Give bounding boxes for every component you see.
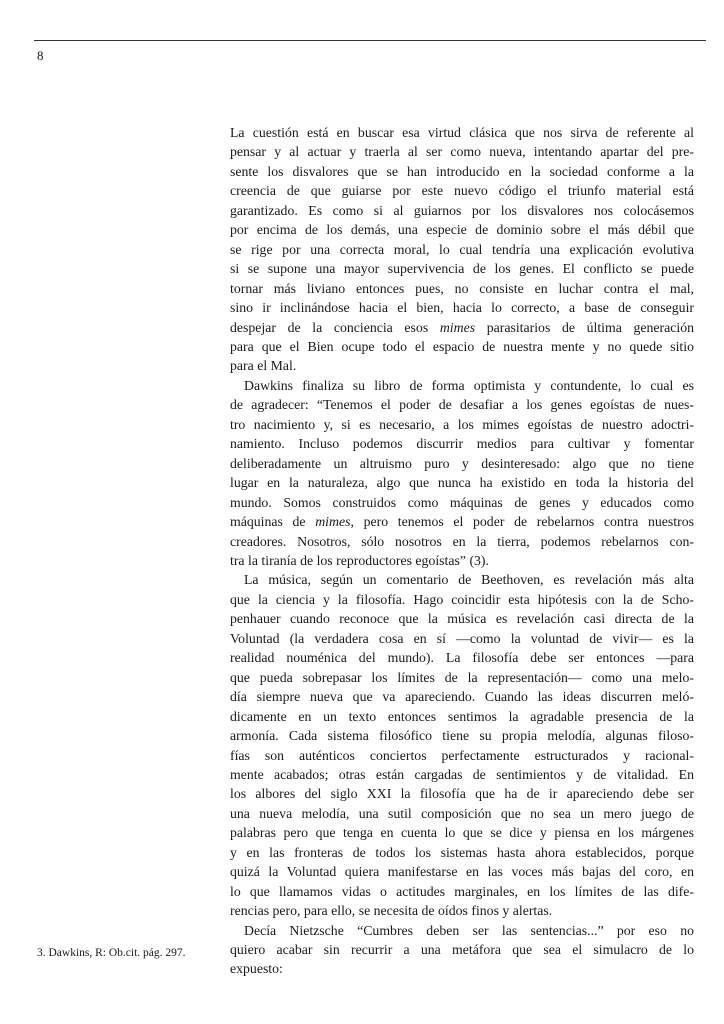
paragraph-4 bbox=[230, 921, 694, 979]
text-line: pensar y al actuar y traerla al ser como nueva, intentando apartar del pre- bbox=[230, 144, 694, 160]
text-line: Decía Nietzsche “Cumbres deben ser las sentencias...” por eso no bbox=[244, 922, 694, 938]
text-line: que pueda sobrepasar los límites de la representación— como una melo- bbox=[230, 669, 694, 685]
text-line: Voluntad (la verdadera cosa en sí —como la voluntad de vivir— es la bbox=[230, 630, 694, 646]
text-line: penhauer cuando reconoce que la música es revelación casi directa de la bbox=[230, 611, 694, 627]
text-line: creencia de que guiarse por este nuevo código el triunfo material está bbox=[230, 183, 694, 199]
text-line: tro nacimiento y, si es necesario, a los mimes egoístas de nuestro adoctri- bbox=[230, 416, 694, 432]
text-line: día siempre nueva que va apareciendo. Cuando las ideas discurren meló- bbox=[230, 689, 694, 705]
text-line: mundo. Somos construidos como máquinas de genes y educados como bbox=[230, 494, 694, 510]
text-line: una nueva melodía, una sutil composición que no sea un mero juego de bbox=[230, 805, 694, 821]
italic-term: mimes bbox=[439, 319, 476, 335]
text-line: Dawkins finaliza su libro de forma optimista y contundente, lo cual es bbox=[244, 377, 694, 393]
text-line: para el Mal. bbox=[230, 358, 297, 374]
text-line: dicamente en un texto entonces sentimos la agradable presencia de la bbox=[230, 708, 694, 724]
text-line: realidad nouménica del mundo). La filosofía debe ser entonces —para bbox=[230, 650, 694, 666]
text-line: garantizado. Es como si al guiarnos por los disvalores nos colocásemos bbox=[230, 202, 694, 218]
page-number: 8 bbox=[37, 48, 44, 63]
text-line: expuesto: bbox=[230, 961, 283, 977]
text-line: por encima de los demás, una especie de dominio sobre el más débil que bbox=[230, 222, 694, 238]
text-line: armonía. Cada sistema filosófico tiene su propia melodía, algunas filoso- bbox=[230, 728, 694, 744]
text-line: fías son auténticos conciertos perfectamente estructurados y racional- bbox=[230, 747, 694, 763]
text-line: quizá la Voluntad quiera manifestarse en las voces más bajas del coro, en bbox=[230, 864, 694, 880]
text-line: mente acabados; otras están cargadas de sentimientos y de vitalidad. En bbox=[230, 766, 694, 782]
text-line: namiento. Incluso podemos discurrir medios para cultivar y fomentar bbox=[230, 436, 694, 452]
header-rule bbox=[34, 40, 706, 41]
text-line: La música, según un comentario de Beethoven, es revelación más alta bbox=[244, 572, 694, 588]
text-line: despejar de la conciencia esos mimes parasitarios de última generación bbox=[230, 319, 694, 335]
text-line: palabras pero que tenga en cuenta lo que se dice y piensa en los márgenes bbox=[230, 825, 694, 841]
text-line: se rige por una correcta moral, lo cual tendría una explicación evolutiva bbox=[230, 241, 694, 257]
text-line: tra la tiranía de los reproductores egoístas” (3). bbox=[230, 552, 489, 568]
text-line: sino ir inclinándose hacia el bien, hacia lo correcto, a base de conseguir bbox=[230, 300, 694, 316]
text-line: tornar más liviano entonces pues, no consiste en luchar contra el mal, bbox=[230, 280, 694, 296]
italic-term: mimes bbox=[315, 514, 351, 530]
footnote: 3. Dawkins, R: Ob.cit. pág. 297. bbox=[37, 947, 186, 959]
text-line: deliberadamente un altruismo puro y desinteresado: algo que no tiene bbox=[230, 455, 694, 471]
text-line: y en las fronteras de todos los sistemas hasta ahora establecidos, porque bbox=[230, 844, 694, 860]
text-line: máquinas de mimes, pero tenemos el poder de rebelarnos contra nuestros bbox=[230, 514, 694, 530]
text-line: rencias pero, para ello, se necesita de oídos finos y alertas. bbox=[230, 903, 553, 919]
paragraph-1 bbox=[230, 123, 694, 376]
text-line: si se supone una mayor supervivencia de los genes. El conflicto se puede bbox=[230, 261, 694, 277]
text-line: lo que llamamos vidas o actitudes marginales, en los límites de las dife- bbox=[230, 883, 694, 899]
main-text bbox=[230, 123, 694, 979]
text-line: creadores. Nosotros, sólo nosotros en la tierra, podemos rebelarnos con- bbox=[230, 533, 694, 549]
text-line: los albores del siglo XXI la filosofía que ha de ir apareciendo debe ser bbox=[230, 786, 694, 802]
text-line: lugar en la naturaleza, algo que nunca ha existido en toda la historia del bbox=[230, 475, 694, 491]
paragraph-2 bbox=[230, 376, 694, 571]
text-line: La cuestión está en buscar esa virtud clásica que nos sirva de referente al bbox=[230, 125, 694, 140]
text-line: sente los disvalores que se han introducido en la sociedad conforme a la bbox=[230, 163, 694, 179]
paragraph-3 bbox=[230, 570, 694, 920]
text-line: de agradecer: “Tenemos el poder de desafiar a los genes egoístas de nues- bbox=[230, 397, 694, 413]
text-line: que la ciencia y la filosofía. Hago coincidir esta hipótesis con la de Scho- bbox=[230, 591, 694, 607]
text-line: para que el Bien ocupe todo el espacio de nuestra mente y no quede sitio bbox=[230, 338, 694, 354]
text-line: quiero acabar sin recurrir a una metáfora que sea el simulacro de lo bbox=[230, 942, 694, 958]
